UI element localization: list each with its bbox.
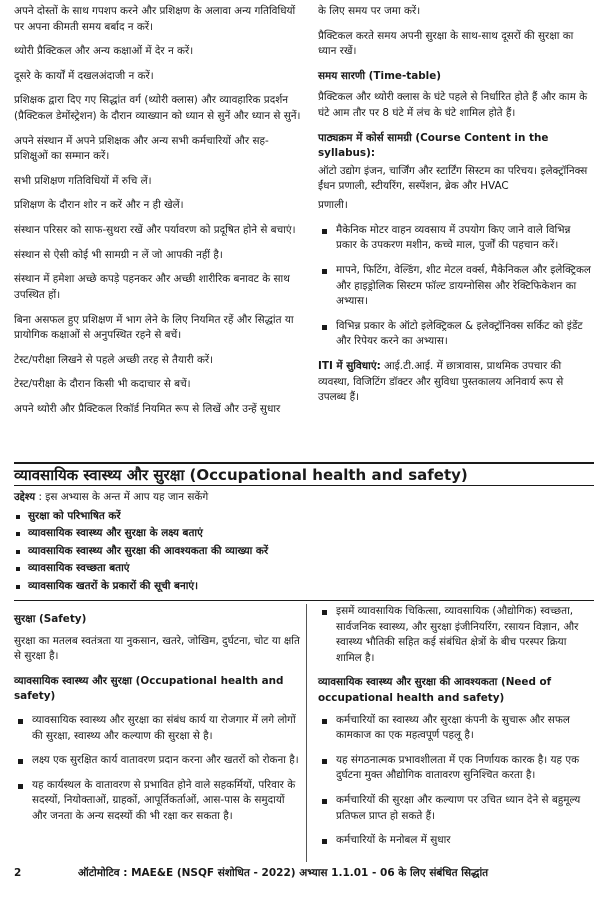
need-heading: व्यावसायिक स्वास्थ्य और सुरक्षा की आवश्यकता (Need of occupational health and safety): [318, 676, 552, 705]
course-content-text: ऑटो उद्योग इंजन, चार्जिंग और स्टार्टिंग सिस्टम का परिचय। इलेक्ट्रॉनिक्स ईंधन प्रणाली, स्टीयरिंग, सस्पेंशन, ब्रेक और HVAC: [318, 164, 588, 193]
list-item: कर्मचारियों का स्वास्थ्य और सुरक्षा कंपनी के सुचारू और सफल कामकाज का एक महत्वपूर्ण पहलू है।: [318, 713, 594, 744]
list-item: कर्मचारियों के मनोबल में सुधार: [318, 833, 594, 849]
paragraph: संस्थान परिसर को साफ-सुथरा रखें और पर्यावरण को प्रदूषित होने से बचाएं।: [14, 224, 296, 237]
bottom-left-column: [14, 612, 302, 834]
paragraph: अपने थ्योरी और प्रैक्टिकल रिकॉर्ड नियमित रूप से लिखें और उन्हें सुधार: [14, 402, 281, 415]
objective-item: व्यावसायिक खतरों के प्रकारों की सूची बनाएं।: [14, 579, 594, 595]
objective-item: सुरक्षा को परिभाषित करें: [14, 509, 594, 525]
objectives-bottom-rule: [14, 600, 594, 601]
ohs-heading: व्यावसायिक स्वास्थ्य और सुरक्षा (Occupational health and safety): [14, 674, 284, 703]
list-item: विभिन्न प्रकार के ऑटो इलेक्ट्रिकल & इलेक्ट्रॉनिक्स सर्किट को इंडेंट और रिपेयर करने का अभ्यास।: [318, 319, 594, 350]
top-right-column: [318, 4, 594, 415]
timetable-text: प्रैक्टिकल और थ्योरी क्लास के घंटे पहले से निर्धारित होते हैं और काम के घंटे आम तौर पर 8 घंटे में लंच के घंटे शामिल होते हैं।: [318, 91, 588, 120]
iti-text: आई.टी.आई. में छात्रावास, प्राथमिक उपचार की व्यवस्था, विजिटिंग डॉक्टर और सुविधा पुस्तकालय अनिवार्य रूप से उपलब्ध हैं।: [318, 359, 564, 404]
paragraph: प्रैक्टिकल करते समय अपनी सुरक्षा के साथ-साथ दूसरों की सुरक्षा का ध्यान रखें।: [318, 29, 574, 58]
paragraph: अपने दोस्तों के साथ गपशप करने और प्रशिक्षण के अलावा अन्य गतिविधियों पर अपना कीमती समय बर्बाद न करें।: [14, 5, 296, 33]
paragraph: बिना असफल हुए प्रशिक्षण में भाग लेने के लिए नियमित रहें और सिद्धांत या प्रायोगिक कक्षाओं से अनुपस्थित रहने से बचें।: [14, 313, 294, 342]
objective-item: व्यावसायिक स्वास्थ्य और सुरक्षा के लक्ष्य बताएं: [14, 526, 594, 542]
objective-label: उद्देश्य: [14, 491, 36, 503]
section-top-rule: [14, 462, 594, 464]
list-item: कर्मचारियों की सुरक्षा और कल्याण पर उचित ध्यान देने से बहुमूल्य प्रतिफल प्राप्त हो सकते हैं।: [318, 793, 594, 824]
paragraph: अपने संस्थान में अपने प्रशिक्षक और अन्य सभी कर्मचारियों और सह-प्रशिक्षुओं का सम्मान करें।: [14, 134, 269, 163]
paragraph: दूसरे के कार्यों में दखलअंदाजी न करें।: [14, 69, 154, 82]
paragraph: टेस्ट/परीक्षा लिखने से पहले अच्छी तरह से तैयारी करें।: [14, 353, 214, 366]
course-bullet-list: [318, 223, 594, 350]
objective-item: व्यावसायिक स्वास्थ्य और सुरक्षा की आवश्यकता की व्याख्या करें: [14, 544, 594, 560]
objective-text: : इस अभ्यास के अन्त में आप यह जान सकेंगे: [35, 491, 209, 503]
list-item: व्यावसायिक स्वास्थ्य और सुरक्षा का संबंध कार्य या रोजगार में लगे लोगों की सुरक्षा, स्वास्थ्य और कल्याण की सुरक्षा से है।: [14, 713, 302, 744]
paragraph: थ्योरी प्रैक्टिकल और अन्य कक्षाओं में देर न करें।: [14, 45, 194, 58]
paragraph: प्रशिक्षक द्वारा दिए गए सिद्धांत वर्ग (थ्योरी क्लास) और व्यावहारिक प्रदर्शन (प्रैक्टिकल डेमोंस्ट्रेशन) के दौरान व्याख्यान को ध्यान से सुनें और ध्यान से सुनें।: [14, 94, 301, 123]
course-content-heading: पाठ्यक्रम में कोर्स सामग्री (Course Content in the syllabus):: [318, 131, 549, 160]
footer-text: ऑटोमोटिव : MAE&E (NSQF संशोधित - 2022) अभ्यास 1.1.01 - 06 के लिए संबंधित सिद्धांत: [78, 867, 489, 879]
top-left-column: [14, 4, 302, 427]
paragraph: प्रशिक्षण के दौरान शोर न करें और न ही खेलें।: [14, 199, 184, 212]
list-item: यह संगठनात्मक प्रभावशीलता में एक निर्णायक कारक है। यह एक दुर्घटना मुक्त औद्योगिक वातावरण सुनिश्चित करता है।: [318, 753, 594, 784]
need-bullet-list: [318, 713, 594, 849]
objective-list: [14, 509, 594, 595]
section-title-underline: [14, 485, 594, 486]
objectives-block: [14, 490, 594, 597]
list-item: लक्ष्य एक सुरक्षित कार्य वातावरण प्रदान करना और खतरों को रोकना है।: [14, 753, 302, 769]
bottom-right-column: [318, 604, 594, 849]
list-item: मापने, फिटिंग, वेल्डिंग, शीट मेटल वर्क्स, मैकेनिकल और इलेक्ट्रिकल और हाइड्रोलिक सिस्टम फॉल्ट डायग्नोसिस और रेक्टिफिकेशन का अभ्यास।: [318, 263, 594, 310]
section-title: व्यावसायिक स्वास्थ्य और सुरक्षा (Occupational health and safety): [14, 466, 468, 484]
paragraph: टेस्ट/परीक्षा के दौरान किसी भी कदाचार से बचें।: [14, 378, 191, 391]
timetable-heading: समय सारणी (Time-table): [318, 69, 442, 82]
column-divider: [306, 604, 307, 862]
objective-item: व्यावसायिक स्वच्छता बताएं: [14, 561, 594, 577]
list-item: यह कार्यस्थल के वातावरण से प्रभावित होने वाले सहकर्मियों, परिवार के सदस्यों, नियोक्ताओं, ग्राहकों, आपूर्तिकर्ताओं, आस-पास के समुदायों और जनता के अन्य सदस्यों की भी रक्षा कर सकता है।: [14, 778, 302, 825]
paragraph: संस्थान से ऐसी कोई भी सामग्री न लें जो आपकी नहीं है।: [14, 248, 223, 261]
objective-intro: [14, 490, 594, 506]
iti-facilities: [318, 359, 594, 406]
list-item: इसमें व्यावसायिक चिकित्सा, व्यावसायिक (औद्योगिक) स्वच्छता, सार्वजनिक स्वास्थ्य, और सुरक्षा इंजीनियरिंग, रसायन विज्ञान, और स्वास्थ्य भौतिकी सहित कई संबंधित क्षेत्रों के बीच परस्पर क्रिया शामिल है।: [318, 604, 594, 666]
iti-label: ITI में सुविधाएं:: [318, 359, 381, 372]
page-number: 2: [14, 867, 22, 879]
safety-text: सुरक्षा का मतलब स्वतंत्रता या नुकसान, खतरे, जोखिम, दुर्घटना, चोट या क्षति से सुरक्षा है।: [14, 634, 300, 663]
course-content-text-end: प्रणाली।: [318, 199, 348, 212]
paragraph: संस्थान में हमेशा अच्छे कपड़े पहनकर और अच्छी शारीरिक बनावट के साथ उपस्थित हों।: [14, 273, 290, 301]
ohs-bullet-list: [14, 713, 302, 825]
list-item: मैकेनिक मोटर वाहन व्यवसाय में उपयोग किए जाने वाले विभिन्न प्रकार के उपकरण मशीन, कच्चे माल, पुर्जों की पहचान करें।: [318, 223, 594, 254]
paragraph: के लिए समय पर जमा करें।: [318, 5, 421, 17]
safety-heading: सुरक्षा (Safety): [14, 613, 87, 625]
paragraph: सभी प्रशिक्षण गतिविधियों में रुचि लें।: [14, 174, 152, 187]
ohs-continued-list: [318, 604, 594, 666]
